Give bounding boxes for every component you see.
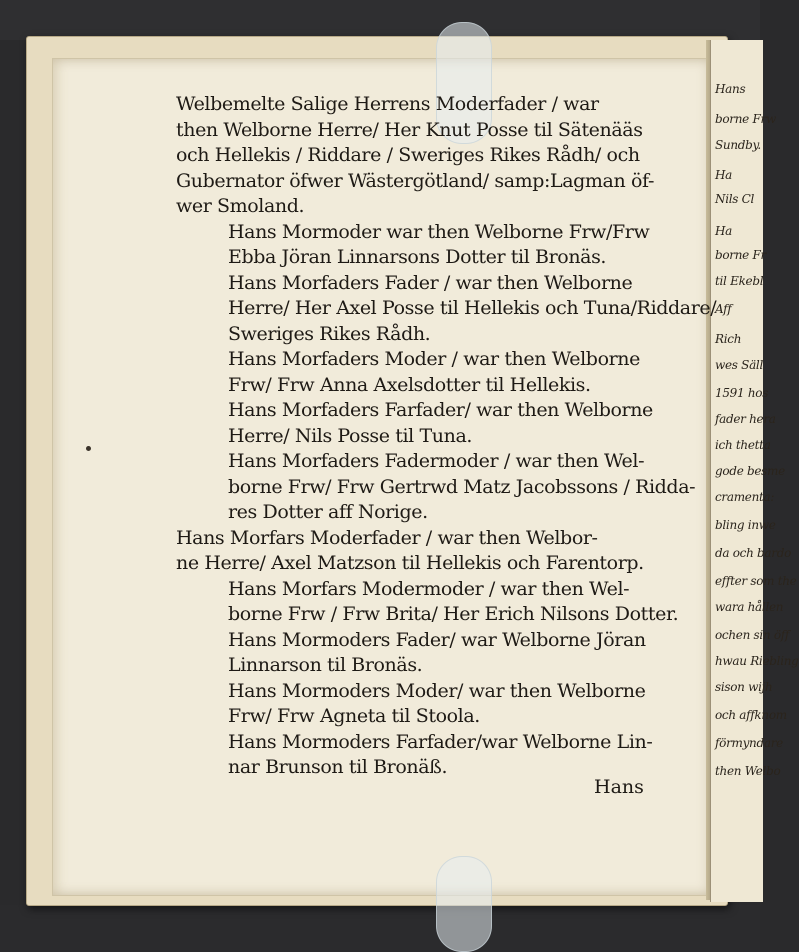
paragraph bbox=[176, 220, 666, 271]
text-line: Hans Morfaders Fader / war then Welborne bbox=[228, 271, 633, 294]
text-line: nar Brunson til Bronäß. bbox=[228, 756, 448, 778]
text-line: Hans Morfaders Moder / war then Welborne bbox=[228, 348, 640, 370]
right-page-text-fragment: Ha bbox=[715, 168, 733, 182]
right-page-text-fragment: bling inwe bbox=[715, 518, 776, 532]
right-page-text-fragment: Rich bbox=[715, 332, 742, 346]
text-line: Welbemelte Salige Herrens Moderfader / war bbox=[176, 93, 599, 115]
text-line: Herre/ Her Axel Posse til Hellekis och Tuna/Riddare/ bbox=[228, 297, 717, 319]
right-page-text-fragment: wes Säll bbox=[715, 358, 763, 372]
text-line: Frw/ Frw Anna Axelsdotter til Hellekis. bbox=[228, 373, 591, 396]
text-line: Ebba Jöran Linnarsons Dotter til Bronäs. bbox=[228, 246, 607, 268]
right-page-text-fragment: effter som the bbox=[715, 574, 797, 588]
right-page-text-fragment: til Ekebl bbox=[715, 274, 764, 288]
catchword: Hans bbox=[594, 776, 644, 798]
right-page-text-fragment: fader hera bbox=[715, 412, 776, 426]
text-line: borne Frw / Frw Brita/ Her Erich Nilsons Dotter. bbox=[228, 603, 679, 625]
right-page-text-fragment: borne Fr bbox=[715, 248, 766, 262]
text-line: Gubernator öfwer Wästergötland/ samp:Lagman öf- bbox=[176, 169, 654, 192]
text-line: Hans Morfaders Farfader/ war then Welborne bbox=[228, 399, 653, 421]
text-line: res Dotter aff Norige. bbox=[228, 501, 428, 523]
right-page-text-fragment: och affknom bbox=[715, 708, 787, 722]
text-line: Frw/ Frw Agneta til Stoola. bbox=[228, 705, 480, 727]
right-page-edge bbox=[710, 40, 799, 902]
text-line: Hans Morfars Moderfader / war then Welbor- bbox=[176, 526, 598, 549]
right-page-text-fragment: sison wijh bbox=[715, 680, 773, 694]
text-line: wer Smoland. bbox=[176, 195, 305, 217]
text-line: Hans Morfars Modermoder / war then Wel- bbox=[228, 577, 630, 600]
paragraph bbox=[176, 271, 717, 348]
right-page-text-fragment: wara hållen bbox=[715, 600, 784, 614]
text-line: Hans Mormoders Fader/ war Welborne Jöran bbox=[228, 628, 646, 651]
right-page-text-fragment: then Welbo bbox=[715, 764, 781, 778]
paragraph bbox=[176, 449, 696, 526]
paragraph bbox=[176, 92, 666, 220]
paragraph bbox=[176, 577, 679, 628]
right-page-text-fragment: Aff bbox=[715, 302, 732, 316]
text-line: borne Frw/ Frw Gertrwd Matz Jacobssons / Ridda- bbox=[228, 475, 696, 498]
text-line: Sweriges Rikes Rådh. bbox=[228, 322, 431, 345]
paragraph bbox=[176, 398, 666, 449]
right-page-text-fragment: Nils Cl bbox=[715, 192, 755, 206]
paragraph bbox=[176, 730, 666, 781]
text-line: then Welborne Herre/ Her Knut Posse til Sätenääs bbox=[176, 118, 643, 141]
right-page-text-fragment: förmyndare bbox=[715, 736, 783, 750]
right-page-text-fragment: Ha bbox=[715, 224, 733, 238]
right-page-text-fragment: ich thetta bbox=[715, 438, 771, 452]
right-page-text-fragment: ochen sin öff bbox=[715, 628, 790, 642]
right-page-text-fragment: hwau Riebling bbox=[715, 654, 799, 668]
right-page-text-fragment: 1591 hos bbox=[715, 386, 769, 400]
page-text-block bbox=[176, 92, 717, 781]
text-line: Hans Mormoders Farfader/war Welborne Lin- bbox=[228, 730, 653, 753]
right-page-text-fragment: da och bardo bbox=[715, 546, 792, 560]
backdrop-bottom bbox=[0, 905, 760, 950]
text-line: och Hellekis / Riddare / Sweriges Rikes Rådh/ och bbox=[176, 144, 640, 166]
ink-blot bbox=[86, 446, 91, 451]
page-clip-bottom bbox=[436, 856, 492, 952]
text-line: Hans Mormoder war then Welborne Frw/Frw bbox=[228, 220, 650, 243]
paragraph bbox=[176, 526, 666, 577]
paragraph bbox=[176, 347, 666, 398]
text-line: Hans Mormoders Moder/ war then Welborne bbox=[228, 679, 646, 702]
text-line: Linnarson til Bronäs. bbox=[228, 654, 423, 676]
text-line: Herre/ Nils Posse til Tuna. bbox=[228, 424, 473, 447]
right-page-text-fragment: Hans bbox=[715, 82, 746, 96]
right-page-text-fragment: cramenta: bbox=[715, 490, 775, 504]
text-line: ne Herre/ Axel Matzson til Hellekis och Farentorp. bbox=[176, 552, 644, 574]
right-page-text-fragment: Sundby. bbox=[715, 138, 761, 152]
text-line: Hans Morfaders Fadermoder / war then Wel- bbox=[228, 450, 645, 472]
backdrop-top bbox=[0, 0, 760, 40]
paragraph bbox=[176, 628, 666, 679]
right-page-text-fragment: borne Frw bbox=[715, 112, 776, 126]
paragraph bbox=[176, 679, 666, 730]
right-page-text-fragment: gode besme bbox=[715, 464, 785, 478]
